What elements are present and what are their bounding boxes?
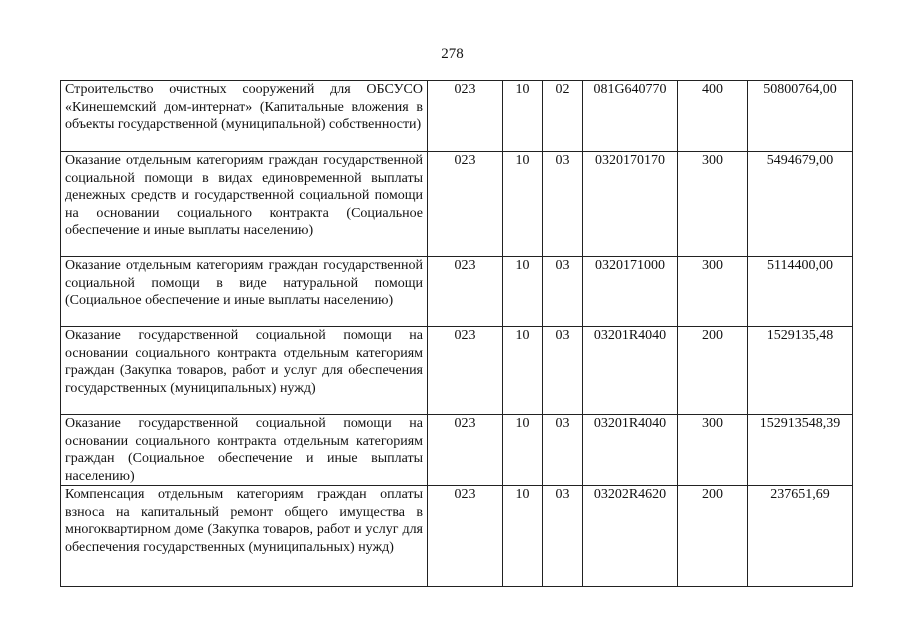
row-expense-type: 300 xyxy=(678,257,748,327)
row-subsection: 03 xyxy=(543,486,583,587)
row-expense-type: 200 xyxy=(678,486,748,587)
row-subsection: 03 xyxy=(543,257,583,327)
row-description: Оказание отдельным категориям граждан государственной социальной помощи в виде натуральной помощи (Социальное обеспечение и иные выплаты населению) xyxy=(61,257,428,327)
row-section: 10 xyxy=(503,486,543,587)
page-number: 278 xyxy=(441,46,464,62)
row-admin-code: 023 xyxy=(428,327,503,415)
row-expense-type: 400 xyxy=(678,81,748,152)
row-expense-type: 200 xyxy=(678,327,748,415)
row-admin-code: 023 xyxy=(428,257,503,327)
row-description: Оказание государственной социальной помощи на основании социального контракта отдельным категориям граждан (Социальное обеспечение и иные выплаты населению) xyxy=(61,415,428,486)
row-description: Оказание отдельным категориям граждан государственной социальной помощи в видах единовременной выплаты денежных средств и государственной социальной помощи на основании социального контракта (Социальное обеспечение и иные выплаты населению) xyxy=(61,152,428,257)
row-subsection: 03 xyxy=(543,152,583,257)
table-row xyxy=(61,257,853,327)
row-target-article: 0320170170 xyxy=(583,152,678,257)
row-target-article: 03201R4040 xyxy=(583,327,678,415)
row-admin-code: 023 xyxy=(428,152,503,257)
row-target-article: 03201R4040 xyxy=(583,415,678,486)
row-section: 10 xyxy=(503,152,543,257)
row-amount: 5114400,00 xyxy=(748,257,853,327)
row-subsection: 03 xyxy=(543,415,583,486)
row-target-article: 0320171000 xyxy=(583,257,678,327)
table-row xyxy=(61,81,853,152)
row-section: 10 xyxy=(503,415,543,486)
row-expense-type: 300 xyxy=(678,152,748,257)
row-amount: 50800764,00 xyxy=(748,81,853,152)
row-subsection: 02 xyxy=(543,81,583,152)
row-admin-code: 023 xyxy=(428,415,503,486)
row-amount: 152913548,39 xyxy=(748,415,853,486)
budget-table-body xyxy=(61,81,853,587)
row-amount: 5494679,00 xyxy=(748,152,853,257)
row-description: Оказание государственной социальной помощи на основании социального контракта отдельным категориям граждан (Закупка товаров, работ и услуг для обеспечения государственных (муниципальных) нужд) xyxy=(61,327,428,415)
row-amount: 237651,69 xyxy=(748,486,853,587)
row-subsection: 03 xyxy=(543,327,583,415)
row-amount: 1529135,48 xyxy=(748,327,853,415)
row-section: 10 xyxy=(503,81,543,152)
budget-table xyxy=(60,80,853,587)
row-section: 10 xyxy=(503,327,543,415)
row-description: Компенсация отдельным категориям граждан оплаты взноса на капитальный ремонт общего имущества в многоквартирном доме (Закупка товаров, работ и услуг для обеспечения государственных (муниципальных) нужд) xyxy=(61,486,428,587)
row-target-article: 081G640770 xyxy=(583,81,678,152)
table-row xyxy=(61,415,853,486)
row-expense-type: 300 xyxy=(678,415,748,486)
table-row xyxy=(61,486,853,587)
row-description: Строительство очистных сооружений для ОБСУСО «Кинешемский дом-интернат» (Капитальные вложения в объекты государственной (муниципальной) собственности) xyxy=(61,81,428,152)
row-admin-code: 023 xyxy=(428,486,503,587)
row-admin-code: 023 xyxy=(428,81,503,152)
table-row xyxy=(61,152,853,257)
row-section: 10 xyxy=(503,257,543,327)
row-target-article: 03202R4620 xyxy=(583,486,678,587)
table-row xyxy=(61,327,853,415)
